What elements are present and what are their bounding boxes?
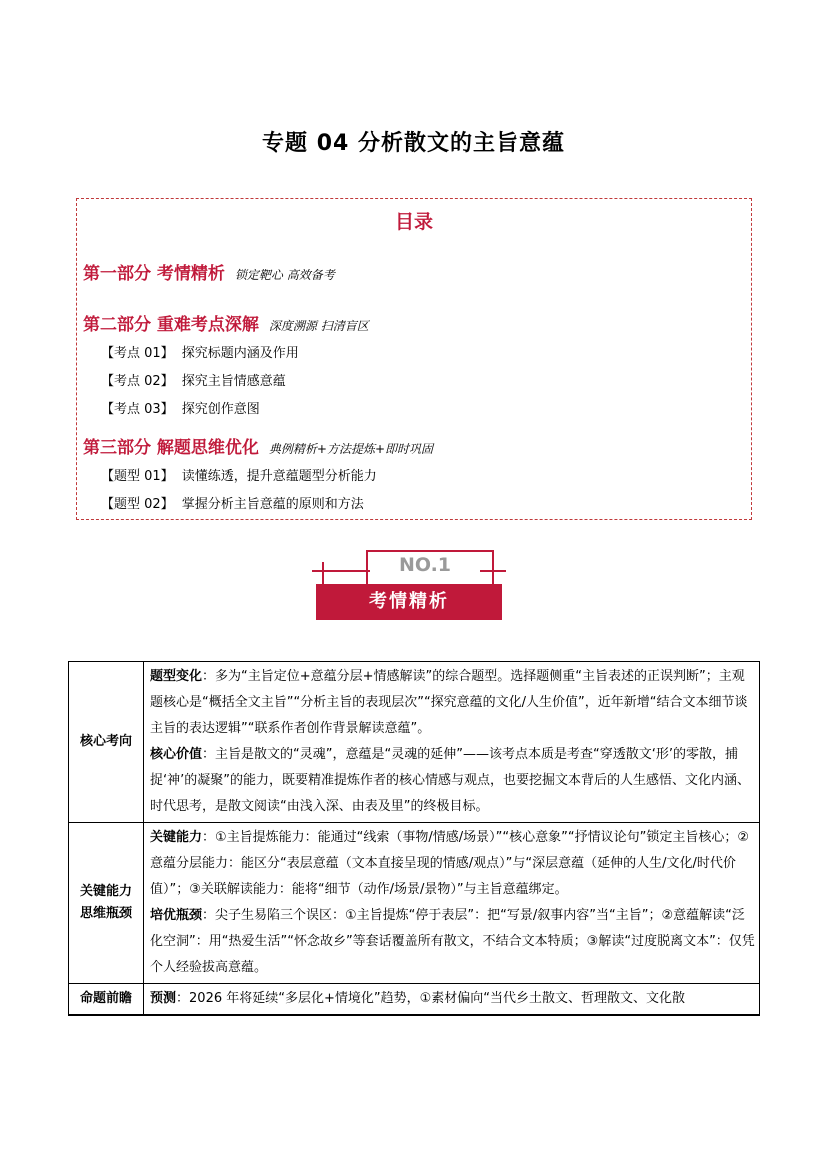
row-paragraph — [150, 825, 755, 903]
exam-analysis-table — [68, 661, 760, 1016]
toc-item[interactable] — [101, 465, 377, 484]
toc-heading: 目录 — [394, 211, 433, 233]
para-text: 主旨是散文的“灵魂”，意蕴是“灵魂的延伸”——该考点本质是考查“穿透散文‘形’的零散，捕捉‘神’的凝聚”的能力，既要精准提炼作者的核心情感与观点，也要挖掘文本背后的人生感悟、文化内涵、时代思考，是散文阅读“由浅入深、由表及里”的终极目标。 — [150, 747, 751, 814]
toc-part-label: 第一部分 考情精析 — [83, 264, 225, 284]
row-label-line-2: 思维瓶颈 — [79, 906, 132, 921]
para-lead: 关键能力 — [150, 830, 203, 845]
table-of-contents — [76, 198, 752, 520]
row-label: 命题前瞻 — [69, 984, 144, 1016]
badge-line-frame-right — [492, 550, 494, 586]
para-text: ①主旨提炼能力：能通过“线索（事物/情感/场景）”“核心意象”“抒情议论句”锁定主旨核心；②意蕴分层能力：能区分“表层意蕴（文本直接呈现的情感/观点）”与“深层意蕴（延伸的人生/文化/时代价值）”；③关联解读能力：能将“细节（动作/场景/景物）”与主旨意蕴绑定。 — [150, 830, 750, 897]
toc-part-2[interactable] — [83, 310, 369, 335]
table-row — [69, 662, 760, 823]
badge-line-frame-left — [366, 550, 368, 586]
row-paragraph — [150, 664, 755, 742]
toc-item[interactable] — [101, 493, 364, 512]
toc-item[interactable] — [101, 370, 286, 389]
toc-item-text: 探究创作意图 — [181, 402, 260, 417]
toc-item[interactable] — [101, 342, 299, 361]
badge-line-left — [312, 570, 372, 572]
toc-item[interactable] — [101, 398, 260, 417]
badge-line-left-tick — [322, 562, 324, 584]
page-title: 专题 04 分析散文的主旨意蕴 — [262, 131, 565, 156]
para-text: 多为“主旨定位+意蕴分层+情感解读”的综合题型。选择题侧重“主旨表述的正误判断”；主观题核心是“概括全文主旨”“分析主旨的表现层次”“探究意蕴的文化/人生价值”，近年新增“结合文本细节谈主旨的表达逻辑”“联系作者创作背景解读意蕴”。 — [150, 669, 748, 736]
para-text: 2026 年将延续“多层化+情境化”趋势，①素材偏向“当代乡土散文、哲理散文、文化散 — [189, 991, 685, 1006]
badge-number: NO.1 — [370, 552, 480, 576]
row-paragraph — [150, 986, 755, 1012]
row-paragraph — [150, 903, 755, 981]
para-lead: 核心价值 — [150, 747, 203, 762]
toc-item-bracket: 【考点 01】 — [101, 346, 174, 361]
row-label — [69, 823, 144, 984]
toc-part-label: 第二部分 重难考点深解 — [83, 315, 259, 335]
table-row — [69, 823, 760, 984]
toc-part-tag: 典例精析+方法提炼+即时巩固 — [268, 442, 434, 456]
para-sep: ： — [202, 669, 216, 684]
toc-part-tag: 深度溯源 扫清盲区 — [268, 319, 369, 333]
toc-item-bracket: 【题型 02】 — [101, 497, 174, 512]
toc-part-tag: 锁定靶心 高效备考 — [234, 268, 335, 282]
toc-item-text: 掌握分析主旨意蕴的原则和方法 — [181, 497, 364, 512]
para-text: 尖子生易陷三个误区：①主旨提炼“停于表层”：把“写景/叙事内容”当“主旨”；②意蕴解读“泛化空洞”：用“热爱生活”“怀念故乡”等套话覆盖所有散文，不结合文本特质；③解读“过度脱离文本”：仅凭个人经验拔高意蕴。 — [150, 908, 755, 975]
row-label: 核心考向 — [69, 662, 144, 823]
row-content — [144, 823, 760, 984]
row-paragraph — [150, 742, 755, 820]
badge-label: 考情精析 — [316, 584, 502, 620]
toc-item-text: 探究标题内涵及作用 — [181, 346, 299, 361]
toc-item-bracket: 【考点 02】 — [101, 374, 174, 389]
para-lead: 培优瓶颈 — [150, 908, 203, 923]
row-label-line-1: 关键能力 — [79, 884, 132, 899]
toc-item-text: 探究主旨情感意蕴 — [181, 374, 286, 389]
section-badge — [312, 550, 508, 622]
para-lead: 预测 — [150, 991, 177, 1006]
para-sep: ： — [202, 830, 216, 845]
row-content — [144, 984, 760, 1016]
toc-part-1[interactable] — [83, 259, 335, 284]
row-content — [144, 662, 760, 823]
para-sep: ： — [202, 908, 216, 923]
toc-part-label: 第三部分 解题思维优化 — [83, 438, 259, 458]
toc-item-bracket: 【题型 01】 — [101, 469, 174, 484]
table-row — [69, 984, 760, 1016]
toc-item-bracket: 【考点 03】 — [101, 402, 174, 417]
para-sep: ： — [202, 747, 216, 762]
toc-part-3[interactable] — [83, 433, 433, 458]
toc-item-text: 读懂练透，提升意蕴题型分析能力 — [181, 469, 377, 484]
para-lead: 题型变化 — [150, 669, 203, 684]
para-sep: ： — [176, 991, 190, 1006]
